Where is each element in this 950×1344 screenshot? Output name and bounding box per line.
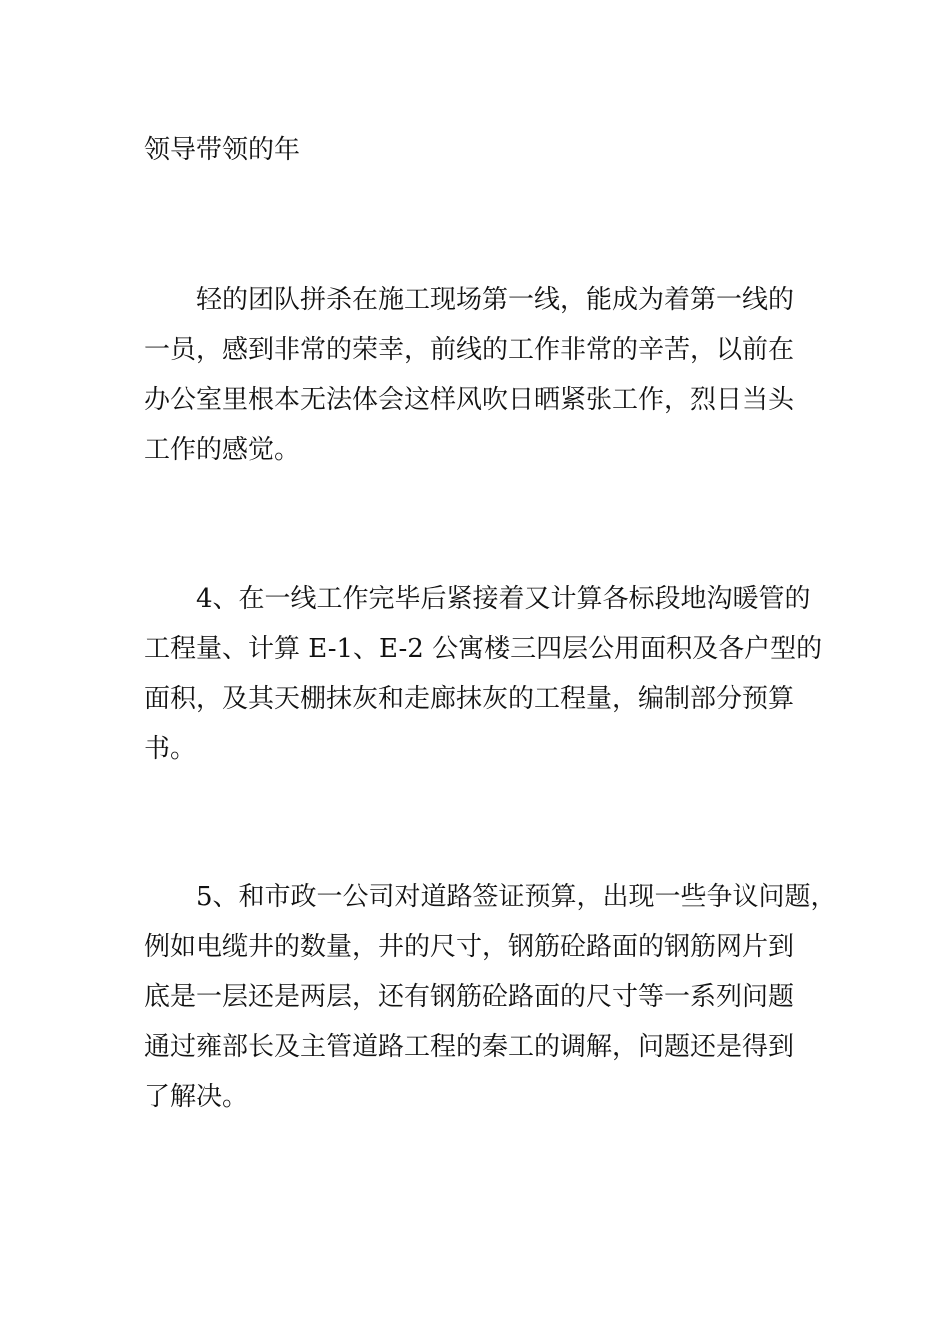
paragraph-line: 了解决。 <box>144 1082 249 1112</box>
paragraph-line: 底是一层还是两层，还有钢筋砼路面的尺寸等一系列问题 <box>144 982 795 1012</box>
paragraph-line: 一员，感到非常的荣幸，前线的工作非常的辛苦，以前在 <box>144 335 795 365</box>
paragraph-line: 工程量、计算 E-1、E-2 公寓楼三四层公用面积及各户型的 <box>144 634 823 664</box>
paragraph-line: 4、在一线工作完毕后紧接着又计算各标段地沟暖管的 <box>196 584 811 614</box>
paragraph-line: 书。 <box>144 734 197 764</box>
paragraph-line: 工作的感觉。 <box>144 435 301 465</box>
paragraph-line: 5、和市政一公司对道路签证预算，出现一些争议问题， <box>196 882 837 912</box>
paragraph-line: 通过雍部长及主管道路工程的秦工的调解，问题还是得到 <box>144 1032 795 1062</box>
fragment-heading: 领导带领的年 <box>144 135 301 165</box>
paragraph-line: 轻的团队拼杀在施工现场第一线，能成为着第一线的 <box>196 285 795 315</box>
paragraph-line: 例如电缆井的数量，井的尺寸，钢筋砼路面的钢筋网片到 <box>144 932 795 962</box>
paragraph-line: 面积，及其天棚抹灰和走廊抹灰的工程量，编制部分预算 <box>144 684 795 714</box>
paragraph-line: 办公室里根本无法体会这样风吹日晒紧张工作，烈日当头 <box>144 385 795 415</box>
